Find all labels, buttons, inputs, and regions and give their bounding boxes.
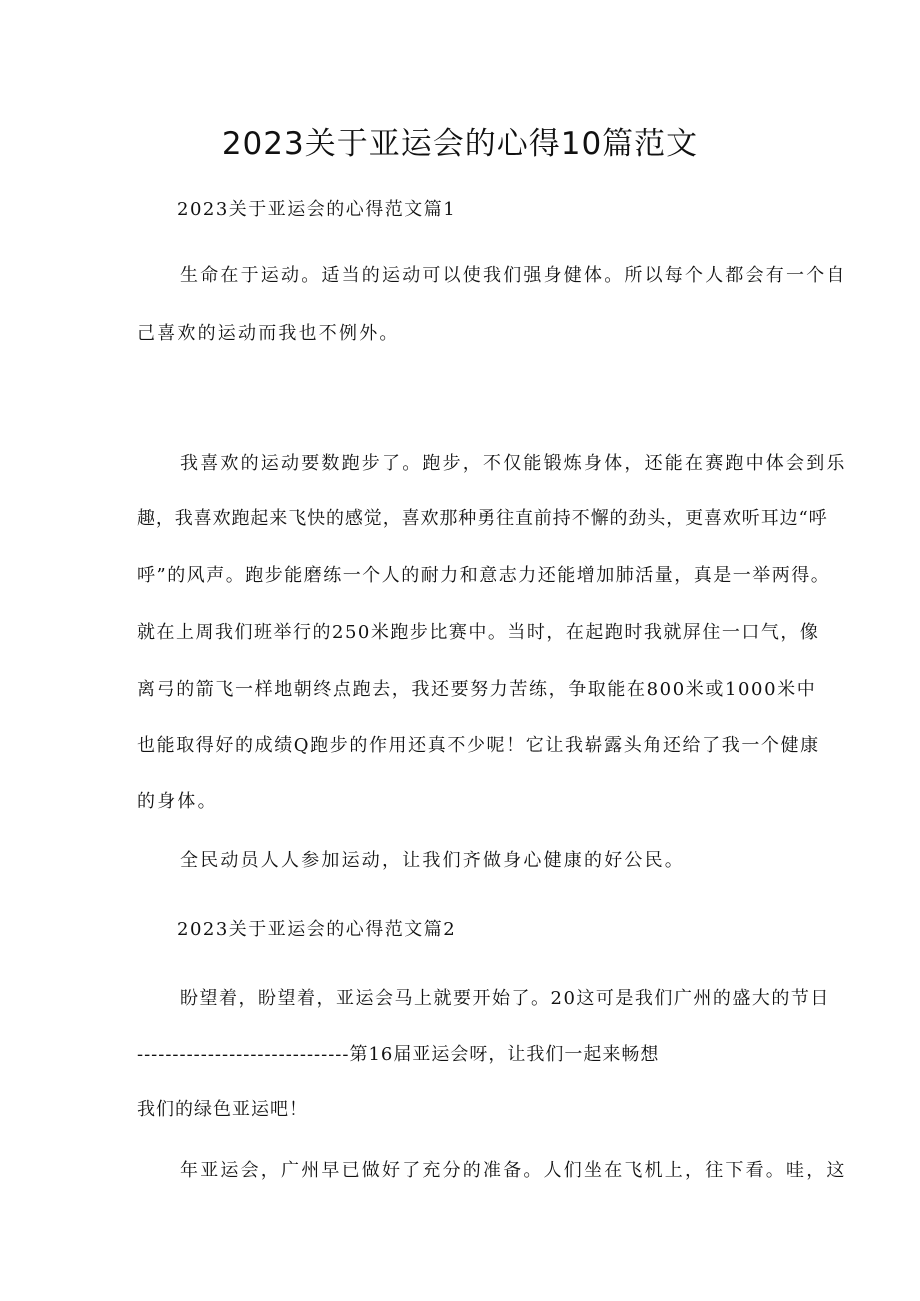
paragraph-line: 离弓的箭飞一样地朝终点跑去，我还要努力苦练，争取能在800米或1000米中 bbox=[137, 679, 817, 700]
paragraph-line: 盼望着，盼望着，亚运会马上就要开始了。20这可是我们广州的盛大的节日 bbox=[180, 988, 830, 1009]
paragraph-line: 就在上周我们班举行的250米跑步比赛中。当时，在起跑时我就屏住一口气，像 bbox=[137, 622, 820, 643]
paragraph-line: 全民动员人人参加运动，让我们齐做身心健康的好公民。 bbox=[180, 850, 685, 871]
paragraph-line: 年亚运会，广州早已做好了充分的准备。人们坐在飞机上，往下看。哇，这 bbox=[180, 1160, 847, 1181]
paragraph-line: ------------------------------第16届亚运会呀，让我们一起来畅想 bbox=[137, 1044, 660, 1065]
paragraph-line: 趣，我喜欢跑起来飞快的感觉，喜欢那种勇往直前持不懈的劲头，更喜欢听耳边“呼 bbox=[137, 508, 828, 529]
paragraph-line: 我们的绿色亚运吧！ bbox=[137, 1099, 308, 1120]
paragraph-line: 也能取得好的成绩Q跑步的作用还真不少呢！它让我崭露头角还给了我一个健康 bbox=[137, 735, 820, 756]
paragraph-line: 呼”的风声。跑步能磨练一个人的耐力和意志力还能增加肺活量，真是一举两得。 bbox=[137, 565, 831, 586]
paragraph-line: 我喜欢的运动要数跑步了。跑步，不仅能锻炼身体，还能在赛跑中体会到乐 bbox=[180, 453, 847, 474]
section-heading-2: 2023关于亚运会的心得范文篇2 bbox=[177, 919, 457, 940]
paragraph-line: 的身体。 bbox=[137, 791, 218, 812]
paragraph-line: 生命在于运动。适当的运动可以使我们强身健体。所以每个人都会有一个自 bbox=[180, 265, 847, 286]
section-heading-1: 2023关于亚运会的心得范文篇1 bbox=[177, 199, 457, 220]
paragraph-line: 己喜欢的运动而我也不例外。 bbox=[137, 323, 400, 344]
document-title: 2023关于亚运会的心得10篇范文 bbox=[221, 126, 699, 162]
